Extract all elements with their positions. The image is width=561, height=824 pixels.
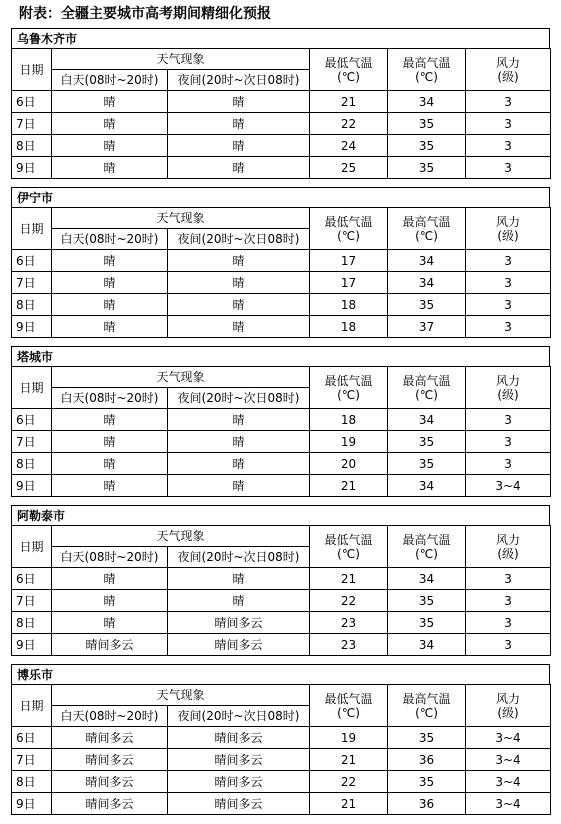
min-temp-cell: 21	[310, 749, 388, 771]
table-row	[12, 431, 551, 453]
table-row	[12, 409, 551, 431]
nighttime-header: 夜间(20时~次日08时)	[168, 70, 310, 91]
table-header-row	[12, 685, 551, 706]
wind-cell: 3	[466, 250, 551, 272]
max-temp-cell: 35	[388, 771, 466, 793]
table-header-row	[12, 526, 551, 547]
nighttime-weather-cell: 晴	[168, 272, 310, 294]
table-row	[12, 475, 551, 497]
weather-header: 天气现象	[52, 367, 310, 388]
nighttime-weather-cell: 晴	[168, 113, 310, 135]
max-temp-header: 最高气温 (℃)	[388, 49, 466, 91]
wind-cell: 3	[466, 453, 551, 475]
date-cell: 9日	[12, 316, 52, 338]
min-temp-cell: 21	[310, 568, 388, 590]
min-temp-cell: 24	[310, 135, 388, 157]
table-row	[12, 294, 551, 316]
max-temp-cell: 35	[388, 157, 466, 179]
wind-cell: 3	[466, 612, 551, 634]
wind-cell: 3~4	[466, 771, 551, 793]
nighttime-weather-cell: 晴	[168, 431, 310, 453]
nighttime-weather-cell: 晴	[168, 250, 310, 272]
min-temp-header: 最低气温 (℃)	[310, 367, 388, 409]
forecast-table	[11, 207, 551, 338]
city-forecast-block	[11, 346, 550, 497]
city-name: 博乐市	[11, 664, 550, 684]
date-cell: 7日	[12, 272, 52, 294]
date-header: 日期	[12, 526, 52, 568]
wind-header: 风力 (级)	[466, 685, 551, 727]
city-forecast-block	[11, 187, 550, 338]
wind-cell: 3	[466, 431, 551, 453]
city-name: 伊宁市	[11, 187, 550, 207]
daytime-weather-cell: 晴	[52, 135, 168, 157]
max-temp-cell: 35	[388, 135, 466, 157]
max-temp-cell: 35	[388, 294, 466, 316]
max-temp-cell: 36	[388, 793, 466, 815]
table-row	[12, 272, 551, 294]
min-temp-cell: 18	[310, 316, 388, 338]
nighttime-weather-cell: 晴	[168, 294, 310, 316]
date-cell: 8日	[12, 612, 52, 634]
nighttime-weather-cell: 晴	[168, 409, 310, 431]
date-cell: 6日	[12, 91, 52, 113]
daytime-weather-cell: 晴间多云	[52, 771, 168, 793]
date-cell: 7日	[12, 749, 52, 771]
nighttime-weather-cell: 晴	[168, 590, 310, 612]
nighttime-weather-cell: 晴	[168, 91, 310, 113]
daytime-header: 白天(08时~20时)	[52, 706, 168, 727]
min-temp-cell: 21	[310, 91, 388, 113]
min-temp-cell: 19	[310, 727, 388, 749]
daytime-weather-cell: 晴	[52, 91, 168, 113]
wind-cell: 3	[466, 135, 551, 157]
nighttime-header: 夜间(20时~次日08时)	[168, 388, 310, 409]
wind-cell: 3~4	[466, 727, 551, 749]
min-temp-cell: 22	[310, 113, 388, 135]
table-row	[12, 771, 551, 793]
table-row	[12, 793, 551, 815]
min-temp-cell: 17	[310, 272, 388, 294]
table-row	[12, 113, 551, 135]
min-temp-cell: 22	[310, 771, 388, 793]
max-temp-cell: 34	[388, 475, 466, 497]
min-temp-cell: 19	[310, 431, 388, 453]
daytime-weather-cell: 晴	[52, 431, 168, 453]
date-cell: 9日	[12, 634, 52, 656]
wind-cell: 3	[466, 272, 551, 294]
date-cell: 7日	[12, 590, 52, 612]
max-temp-cell: 35	[388, 431, 466, 453]
daytime-weather-cell: 晴	[52, 409, 168, 431]
daytime-header: 白天(08时~20时)	[52, 547, 168, 568]
nighttime-weather-cell: 晴间多云	[168, 771, 310, 793]
nighttime-weather-cell: 晴间多云	[168, 634, 310, 656]
city-forecast-block	[11, 505, 550, 656]
max-temp-header: 最高气温 (℃)	[388, 208, 466, 250]
daytime-header: 白天(08时~20时)	[52, 229, 168, 250]
wind-cell: 3	[466, 568, 551, 590]
date-header: 日期	[12, 685, 52, 727]
date-cell: 7日	[12, 113, 52, 135]
min-temp-cell: 25	[310, 157, 388, 179]
table-row	[12, 568, 551, 590]
nighttime-weather-cell: 晴	[168, 157, 310, 179]
nighttime-weather-cell: 晴	[168, 568, 310, 590]
min-temp-cell: 20	[310, 453, 388, 475]
wind-cell: 3	[466, 113, 551, 135]
wind-cell: 3	[466, 590, 551, 612]
max-temp-cell: 34	[388, 409, 466, 431]
min-temp-cell: 21	[310, 475, 388, 497]
max-temp-cell: 34	[388, 91, 466, 113]
wind-header: 风力 (级)	[466, 367, 551, 409]
max-temp-cell: 34	[388, 634, 466, 656]
table-header-row	[12, 367, 551, 388]
max-temp-cell: 35	[388, 453, 466, 475]
table-row	[12, 749, 551, 771]
max-temp-cell: 34	[388, 250, 466, 272]
daytime-weather-cell: 晴	[52, 475, 168, 497]
forecast-table	[11, 684, 551, 815]
max-temp-cell: 35	[388, 590, 466, 612]
daytime-weather-cell: 晴间多云	[52, 634, 168, 656]
table-row	[12, 727, 551, 749]
date-cell: 7日	[12, 431, 52, 453]
date-cell: 8日	[12, 294, 52, 316]
daytime-weather-cell: 晴间多云	[52, 727, 168, 749]
table-row	[12, 590, 551, 612]
max-temp-header: 最高气温 (℃)	[388, 367, 466, 409]
wind-cell: 3	[466, 634, 551, 656]
max-temp-cell: 37	[388, 316, 466, 338]
daytime-weather-cell: 晴	[52, 316, 168, 338]
min-temp-cell: 18	[310, 294, 388, 316]
date-cell: 9日	[12, 793, 52, 815]
nighttime-weather-cell: 晴间多云	[168, 793, 310, 815]
wind-cell: 3	[466, 157, 551, 179]
max-temp-cell: 34	[388, 568, 466, 590]
wind-header: 风力 (级)	[466, 208, 551, 250]
nighttime-weather-cell: 晴间多云	[168, 727, 310, 749]
weather-header: 天气现象	[52, 526, 310, 547]
weather-header: 天气现象	[52, 49, 310, 70]
forecast-table	[11, 366, 551, 497]
date-cell: 6日	[12, 727, 52, 749]
date-cell: 9日	[12, 157, 52, 179]
nighttime-weather-cell: 晴	[168, 316, 310, 338]
table-row	[12, 634, 551, 656]
city-name: 乌鲁木齐市	[11, 28, 550, 48]
max-temp-cell: 34	[388, 272, 466, 294]
nighttime-weather-cell: 晴	[168, 475, 310, 497]
daytime-weather-cell: 晴	[52, 612, 168, 634]
nighttime-weather-cell: 晴间多云	[168, 612, 310, 634]
max-temp-cell: 36	[388, 749, 466, 771]
max-temp-header: 最高气温 (℃)	[388, 685, 466, 727]
max-temp-cell: 35	[388, 612, 466, 634]
date-header: 日期	[12, 367, 52, 409]
nighttime-weather-cell: 晴	[168, 453, 310, 475]
date-header: 日期	[12, 208, 52, 250]
min-temp-header: 最低气温 (℃)	[310, 208, 388, 250]
wind-cell: 3~4	[466, 475, 551, 497]
min-temp-header: 最低气温 (℃)	[310, 49, 388, 91]
wind-header: 风力 (级)	[466, 526, 551, 568]
daytime-weather-cell: 晴间多云	[52, 793, 168, 815]
city-name: 塔城市	[11, 346, 550, 366]
wind-cell: 3~4	[466, 749, 551, 771]
max-temp-header: 最高气温 (℃)	[388, 526, 466, 568]
table-header-row	[12, 208, 551, 229]
table-row	[12, 612, 551, 634]
min-temp-cell: 23	[310, 612, 388, 634]
min-temp-header: 最低气温 (℃)	[310, 685, 388, 727]
table-header-row	[12, 49, 551, 70]
max-temp-cell: 35	[388, 113, 466, 135]
wind-cell: 3	[466, 91, 551, 113]
wind-cell: 3	[466, 294, 551, 316]
nighttime-weather-cell: 晴间多云	[168, 749, 310, 771]
table-row	[12, 157, 551, 179]
nighttime-header: 夜间(20时~次日08时)	[168, 706, 310, 727]
wind-cell: 3~4	[466, 793, 551, 815]
table-row	[12, 135, 551, 157]
table-row	[12, 91, 551, 113]
date-cell: 6日	[12, 409, 52, 431]
wind-cell: 3	[466, 409, 551, 431]
daytime-weather-cell: 晴	[52, 453, 168, 475]
daytime-weather-cell: 晴	[52, 113, 168, 135]
daytime-weather-cell: 晴	[52, 250, 168, 272]
table-row	[12, 250, 551, 272]
wind-cell: 3	[466, 316, 551, 338]
city-forecast-block	[11, 28, 550, 179]
date-cell: 9日	[12, 475, 52, 497]
wind-header: 风力 (级)	[466, 49, 551, 91]
document-title: 附表：全疆主要城市高考期间精细化预报	[19, 6, 271, 22]
min-temp-cell: 17	[310, 250, 388, 272]
min-temp-cell: 23	[310, 634, 388, 656]
date-header: 日期	[12, 49, 52, 91]
min-temp-cell: 21	[310, 793, 388, 815]
daytime-weather-cell: 晴	[52, 590, 168, 612]
daytime-header: 白天(08时~20时)	[52, 388, 168, 409]
daytime-weather-cell: 晴间多云	[52, 749, 168, 771]
daytime-weather-cell: 晴	[52, 568, 168, 590]
date-cell: 8日	[12, 771, 52, 793]
daytime-header: 白天(08时~20时)	[52, 70, 168, 91]
forecast-table	[11, 525, 551, 656]
table-row	[12, 316, 551, 338]
nighttime-header: 夜间(20时~次日08时)	[168, 547, 310, 568]
city-forecast-block	[11, 664, 550, 815]
table-row	[12, 453, 551, 475]
date-cell: 6日	[12, 568, 52, 590]
min-temp-cell: 22	[310, 590, 388, 612]
weather-header: 天气现象	[52, 685, 310, 706]
weather-header: 天气现象	[52, 208, 310, 229]
daytime-weather-cell: 晴	[52, 157, 168, 179]
city-name: 阿勒泰市	[11, 505, 550, 525]
date-cell: 8日	[12, 453, 52, 475]
nighttime-header: 夜间(20时~次日08时)	[168, 229, 310, 250]
forecast-table	[11, 48, 551, 179]
daytime-weather-cell: 晴	[52, 294, 168, 316]
date-cell: 6日	[12, 250, 52, 272]
min-temp-header: 最低气温 (℃)	[310, 526, 388, 568]
min-temp-cell: 18	[310, 409, 388, 431]
daytime-weather-cell: 晴	[52, 272, 168, 294]
max-temp-cell: 35	[388, 727, 466, 749]
nighttime-weather-cell: 晴	[168, 135, 310, 157]
date-cell: 8日	[12, 135, 52, 157]
